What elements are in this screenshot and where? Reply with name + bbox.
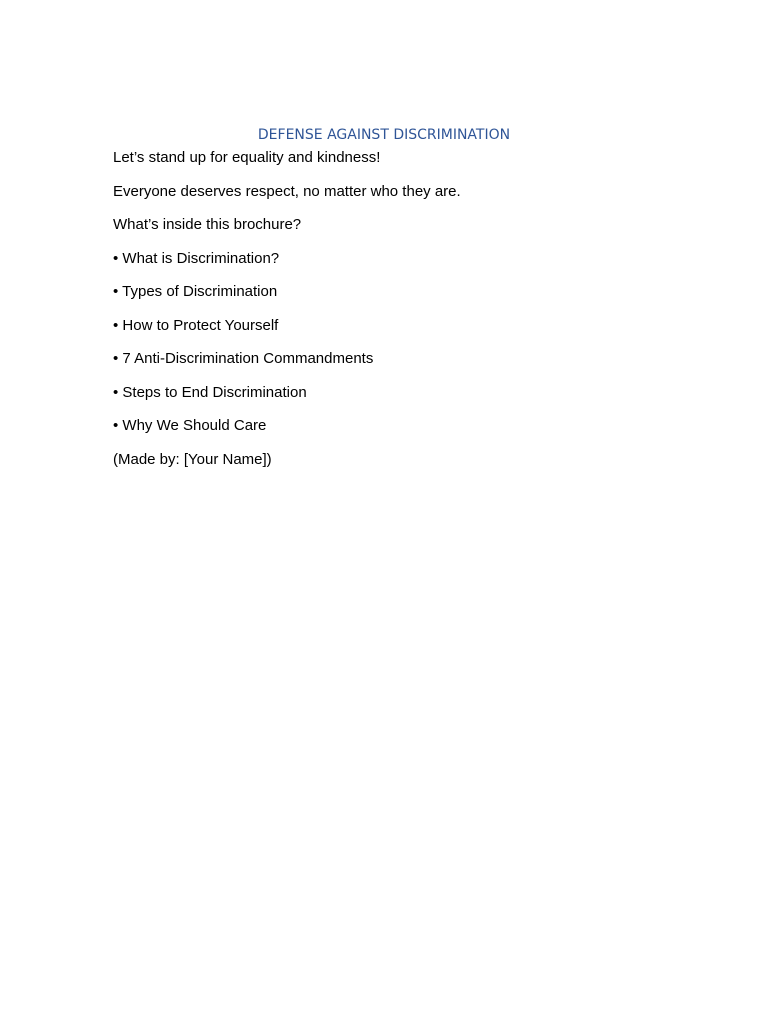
contents-item-types: • Types of Discrimination [113, 283, 278, 300]
contents-heading: What’s inside this brochure? [113, 216, 302, 233]
document-title: DEFENSE AGAINST DISCRIMINATION [257, 127, 511, 143]
contents-item-steps: • Steps to End Discrimination [113, 383, 307, 401]
contents-item-commandments: • 7 Anti-Discrimination Commandments [113, 350, 374, 367]
document-body [113, 148, 673, 483]
credit-text: (Made by: [Your Name]) [113, 450, 272, 468]
intro-text: Let’s stand up for equality and kindness! [113, 149, 381, 166]
contents-item-what-is: • What is Discrimination? [113, 249, 280, 267]
respect-text: Everyone deserves respect, no matter who they are. [113, 182, 461, 200]
contents-item-why-care: • Why We Should Care [113, 417, 267, 434]
contents-item-protect: • How to Protect Yourself [113, 316, 279, 334]
